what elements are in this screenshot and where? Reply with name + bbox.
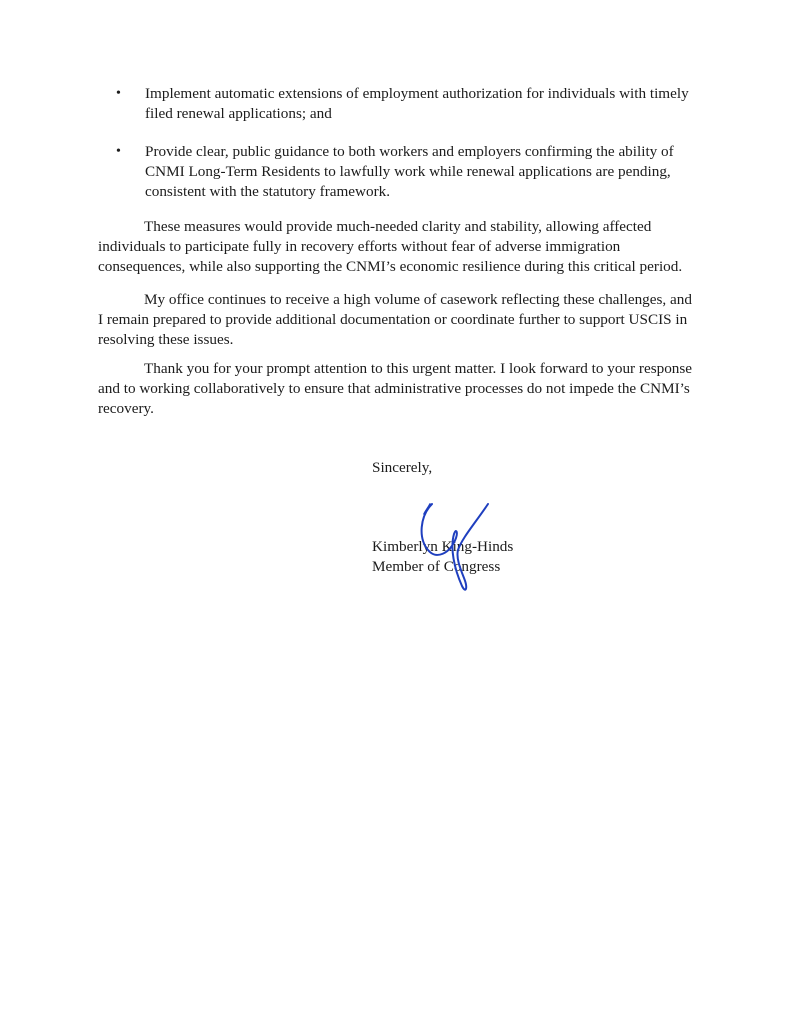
list-item [116,84,696,124]
bullet-icon: • [116,86,121,101]
bullet-text: Provide clear, public guidance to both workers and employers confirming the ability of CNMI Long-Term Residents to lawfully work while renewal applications are pending, consistent with the statutory framework. [145,143,674,200]
body-paragraph: Thank you for your prompt attention to this urgent matter. I look forward to your response and to working collaboratively to ensure that administrative processes do not impede the CNMI’s recovery. [98,360,693,417]
handwritten-signature [410,498,500,598]
recommendation-list [116,84,696,220]
list-item [116,142,696,202]
closing-salutation: Sincerely, [372,459,433,476]
body-paragraph: These measures would provide much-needed clarity and stability, allowing affected individuals to participate fully in recovery efforts without fear of adverse immigration consequences, while also supporting the CNMI’s economic resilience during this critical period. [98,218,683,275]
signer-name: Kimberlyn King-Hinds [372,538,514,555]
signer-title: Member of Congress [372,558,501,575]
body-paragraph: My office continues to receive a high volume of casework reflecting these challenges, and I remain prepared to provide additional documentation or coordinate further to support USCIS in resolving these issues. [98,291,692,348]
bullet-text: Implement automatic extensions of employment authorization for individuals with timely filed renewal applications; and [145,85,689,122]
bullet-icon: • [116,144,121,159]
